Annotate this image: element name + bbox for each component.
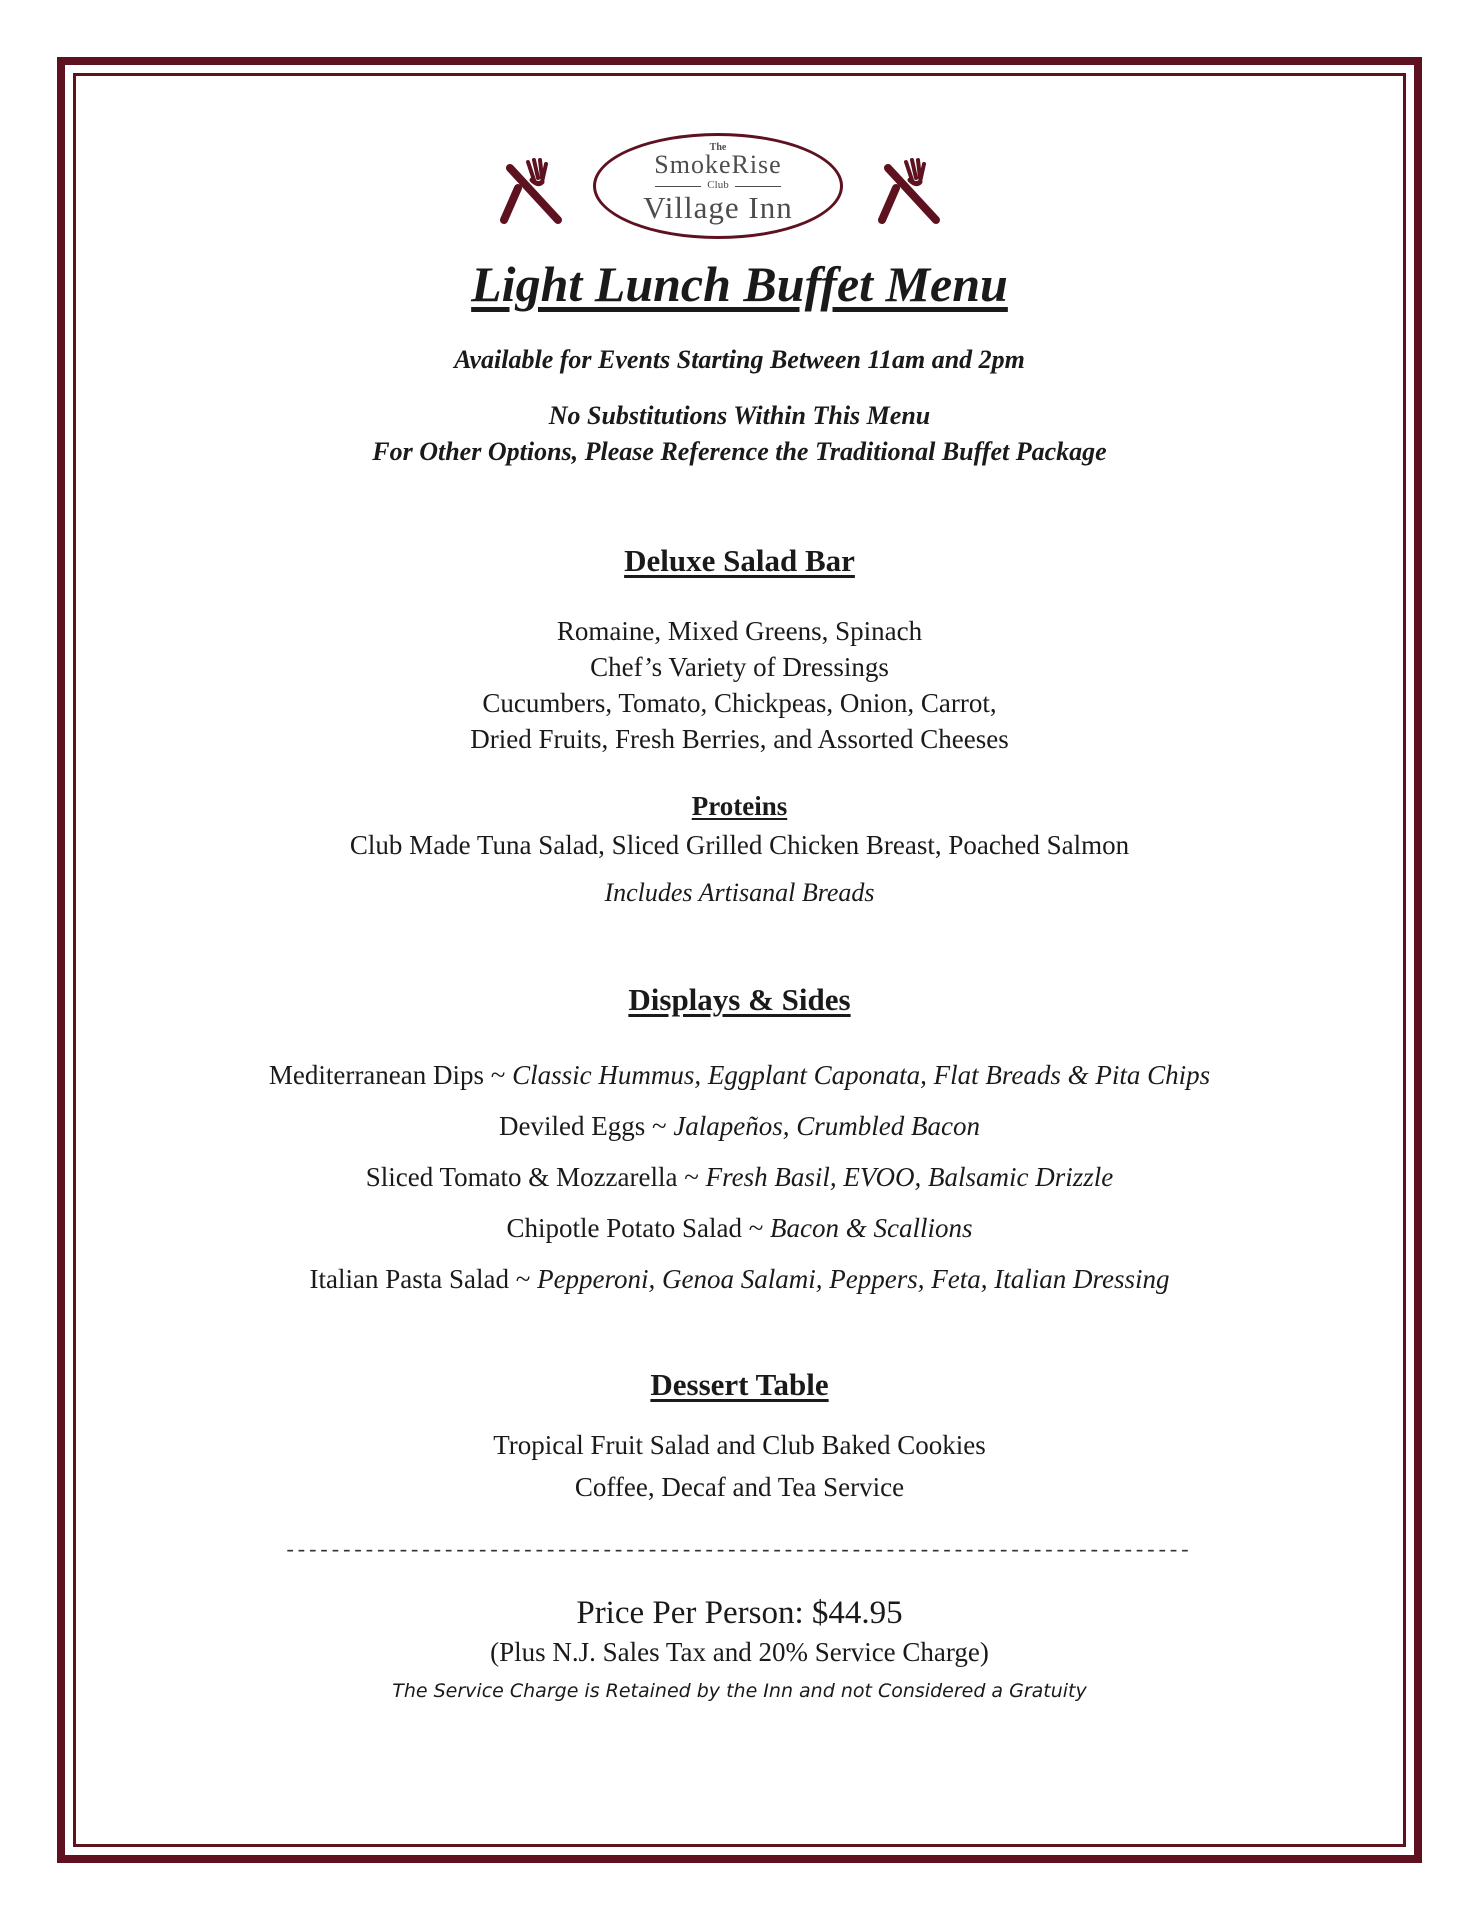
display-item	[73, 1210, 1406, 1246]
logo-bottom-text: Village Inn	[643, 190, 793, 225]
display-item	[73, 1108, 1406, 1144]
display-item-detail: Bacon & Scallions	[770, 1213, 973, 1243]
dashed-divider: --------------------------------------------------------------------------------	[286, 1536, 1193, 1561]
displays-heading: Displays & Sides	[628, 982, 851, 1017]
menu-title: Light Lunch Buffet Menu	[471, 256, 1008, 312]
display-item-name: Sliced Tomato & Mozzarella ~	[365, 1162, 706, 1192]
display-item-detail: Classic Hummus, Eggplant Caponata, Flat Breads & Pita Chips	[512, 1060, 1211, 1090]
display-item-detail: Jalapeños, Crumbled Bacon	[673, 1111, 981, 1141]
logo-the: The	[709, 142, 727, 153]
proteins-list: Club Made Tuna Salad, Sliced Grilled Chicken Breast, Poached Salmon	[349, 830, 1130, 860]
tax-note: (Plus N.J. Sales Tax and 20% Service Charge)	[490, 1637, 989, 1667]
display-item-detail: Fresh Basil, EVOO, Balsamic Drizzle	[705, 1162, 1114, 1192]
display-item-detail: Pepperoni, Genoa Salami, Peppers, Feta, Italian Dressing	[537, 1264, 1170, 1294]
price-per-person: Price Per Person: $44.95	[576, 1595, 903, 1631]
logo-row	[73, 103, 1406, 225]
salad-line: Romaine, Mixed Greens, Spinach	[556, 616, 923, 646]
proteins-heading: Proteins	[691, 791, 788, 821]
display-item-name: Deviled Eggs ~	[498, 1111, 674, 1141]
dessert-line: Coffee, Decaf and Tea Service	[574, 1472, 905, 1502]
display-item	[73, 1159, 1406, 1195]
salad-line: Dried Fruits, Fresh Berries, and Assorted Cheeses	[470, 724, 1009, 754]
fork-knife-icon	[876, 158, 946, 228]
salad-line: Chef’s Variety of Dressings	[590, 652, 889, 682]
availability-note: Available for Events Starting Between 11am and 2pm	[454, 345, 1025, 374]
other-options-note: For Other Options, Please Reference the Traditional Buffet Package	[372, 437, 1107, 466]
display-item-name: Italian Pasta Salad ~	[309, 1264, 538, 1294]
display-item	[73, 1057, 1406, 1093]
display-item-name: Mediterranean Dips ~	[268, 1060, 513, 1090]
display-item	[73, 1261, 1406, 1297]
no-substitutions-note: No Substitutions Within This Menu	[548, 401, 931, 430]
display-item-name: Chipotle Potato Salad ~	[506, 1213, 771, 1243]
club-logo	[593, 133, 843, 239]
dessert-heading: Dessert Table	[650, 1367, 829, 1402]
menu-content	[73, 73, 1406, 1847]
service-charge-fine-print: The Service Charge is Retained by the Inn and not Considered a Gratuity	[392, 1680, 1087, 1702]
dessert-line: Tropical Fruit Salad and Club Baked Cookies	[493, 1430, 986, 1460]
logo-top-text: SmokeRise	[654, 150, 782, 179]
logo-club-label: Club	[701, 179, 734, 191]
fork-knife-icon	[498, 158, 568, 228]
breads-note: Includes Artisanal Breads	[604, 878, 875, 907]
salad-line: Cucumbers, Tomato, Chickpeas, Onion, Carrot,	[482, 688, 997, 718]
salad-bar-heading: Deluxe Salad Bar	[624, 543, 855, 578]
